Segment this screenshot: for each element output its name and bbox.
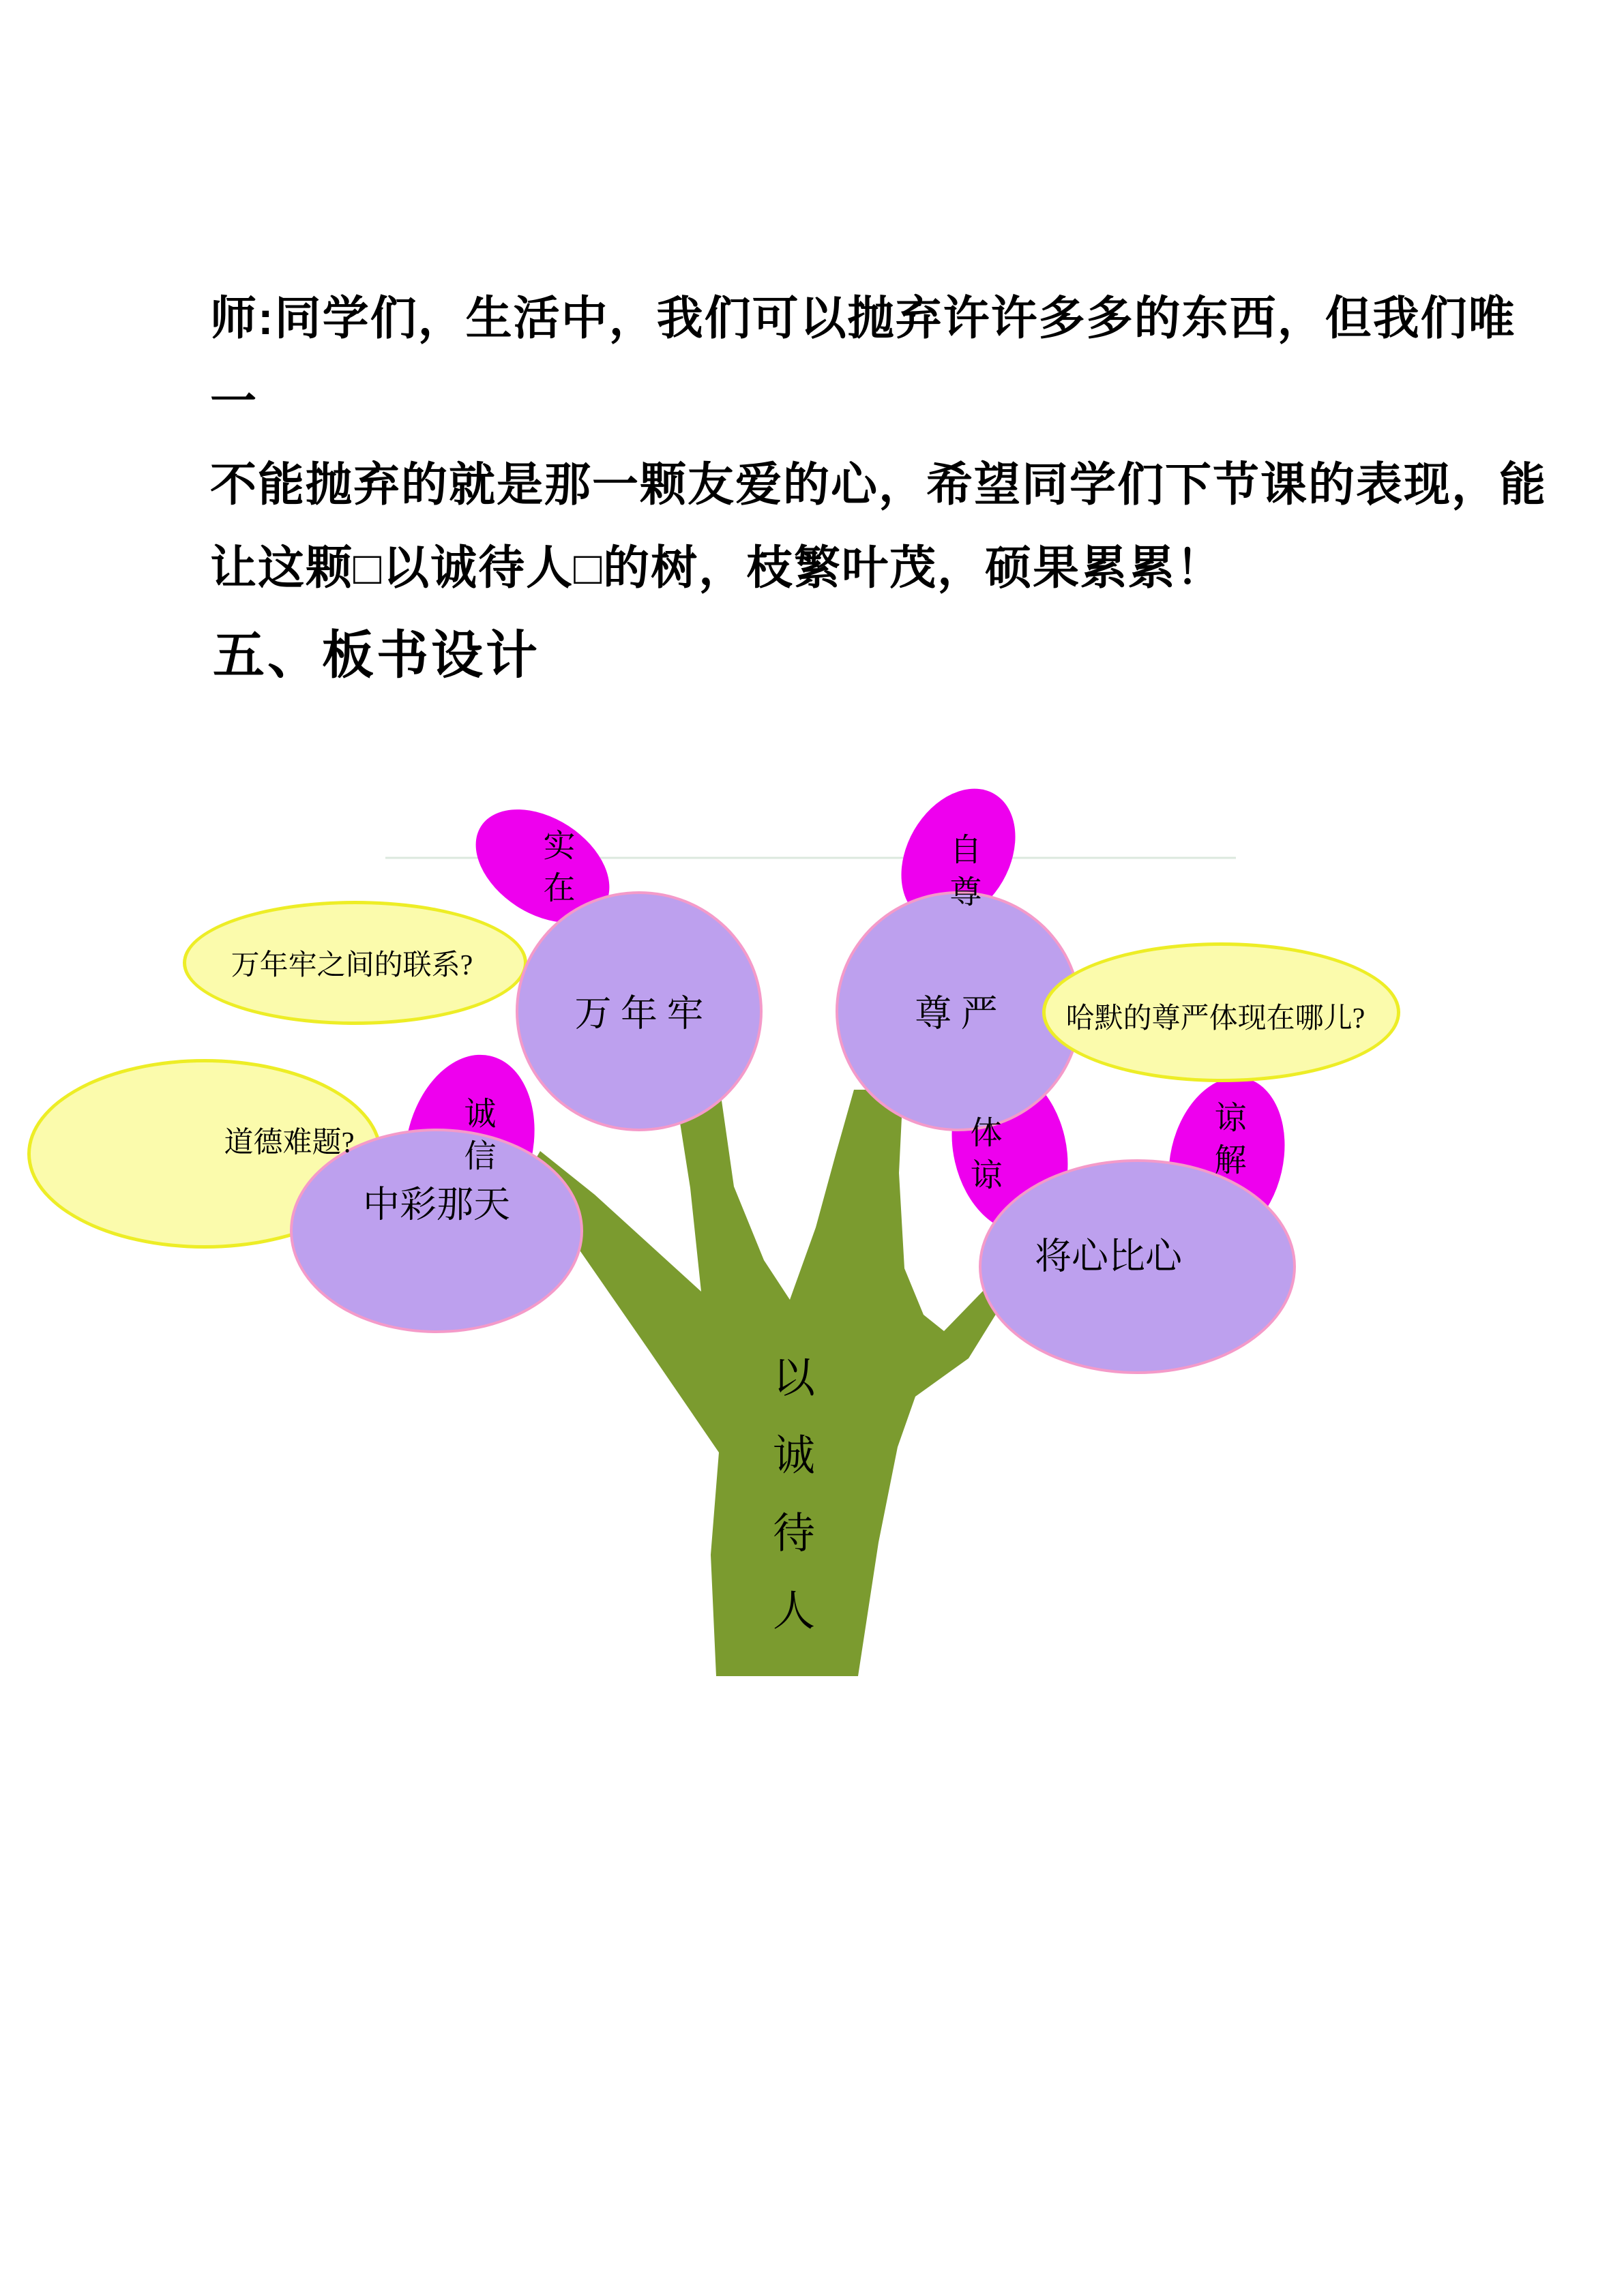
- question-label-daode: 道德难题?: [224, 1127, 355, 1159]
- fruit-label-chengxin: 诚信: [459, 1097, 495, 1181]
- lesson-label-zhongcainatian: 中彩那天: [363, 1184, 510, 1225]
- fruit-label-liangjie: 谅解: [1209, 1101, 1245, 1185]
- section-heading: 五、板书设计: [213, 627, 540, 685]
- question-label-wannianlao: 万年牢之间的联系?: [231, 950, 473, 981]
- lesson-label-zunyan: 尊 严: [915, 993, 998, 1034]
- paragraph-line-1: 师:同学们，生活中，我们可以抛弃许许多多的东西，但我们唯一: [210, 293, 1516, 428]
- trunk-label: 以诚待人: [766, 1355, 813, 1666]
- question-label-hamo: 哈默的尊严体现在哪儿?: [1065, 1003, 1365, 1034]
- fruit-label-shizai: 实在: [538, 829, 574, 913]
- lesson-label-wannianlao: 万 年 牢: [574, 993, 704, 1034]
- fruit-label-zizun: 自尊: [945, 833, 981, 917]
- lesson-label-jiangxinbixin: 将心比心: [1035, 1236, 1182, 1277]
- paragraph-line-2: 不能抛弃的就是那一颗友爱的心，希望同学们下节课的表现，能: [210, 459, 1548, 511]
- fruit-label-tiliang: 体谅: [965, 1116, 1001, 1200]
- paragraph-line-3: 让这颗□以诚待人□的树，枝繁叶茂，硕果累累！: [210, 542, 1224, 594]
